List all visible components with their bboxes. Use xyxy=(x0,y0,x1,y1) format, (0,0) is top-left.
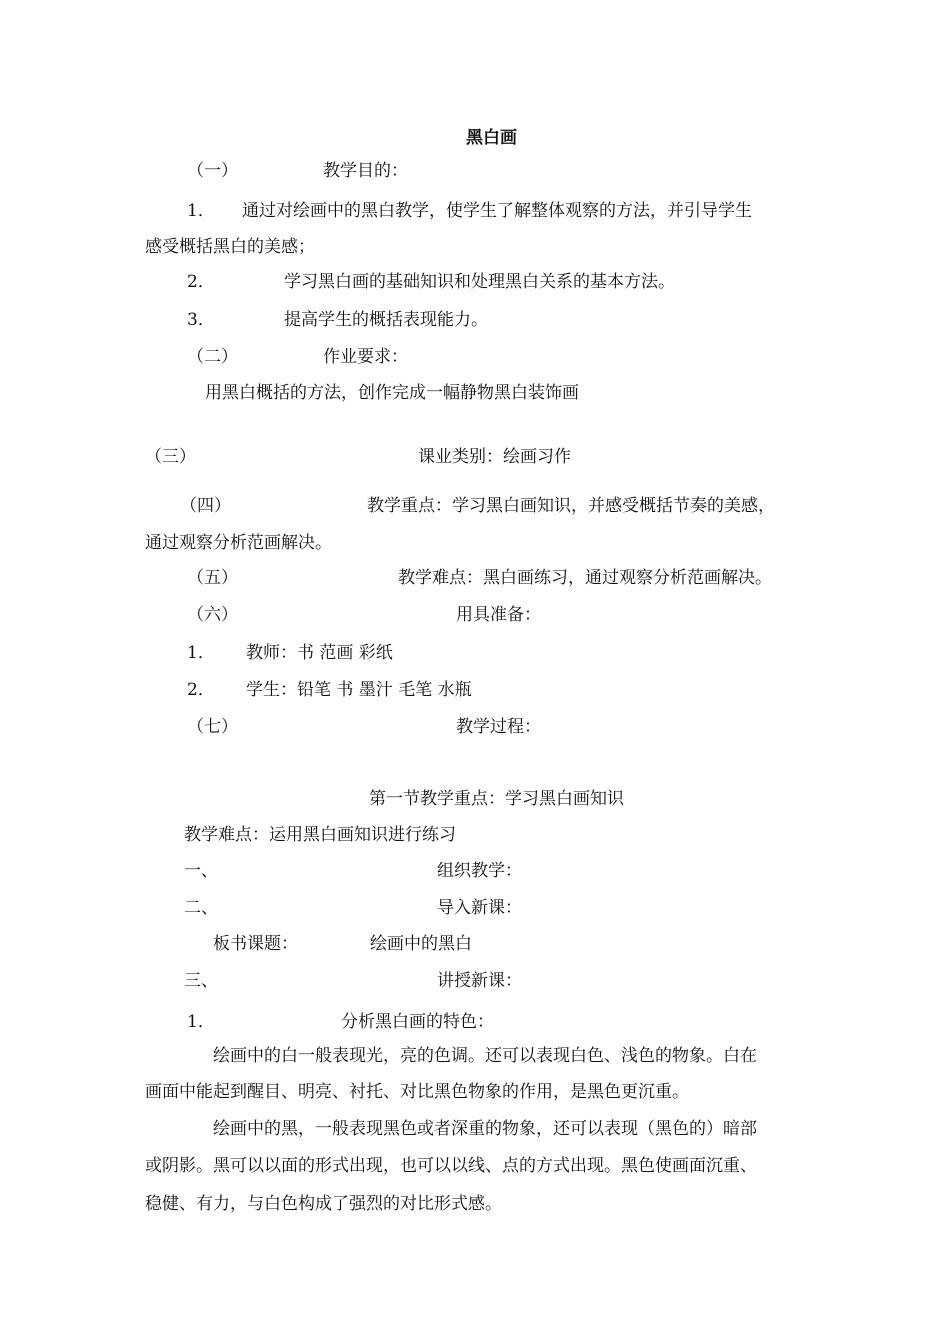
section-3-label: 课业类别：绘画习作 xyxy=(418,447,571,467)
section-7-label: 教学过程： xyxy=(456,717,541,737)
goal-1-number: 1． xyxy=(187,201,215,221)
section-3-number: （三） xyxy=(145,447,196,467)
section-6-number: （六） xyxy=(187,605,238,625)
paragraph-white-line-2: 画面中能起到醒目、明亮、衬托、对比黑色物象的作用，是黑色更沉重。 xyxy=(145,1082,689,1102)
section-6-label: 用具准备： xyxy=(456,605,541,625)
lesson-1-title: 第一节教学重点：学习黑白画知识 xyxy=(369,789,624,809)
analysis-1-text: 分析黑白画的特色： xyxy=(341,1012,494,1032)
step-1-number: 一、 xyxy=(184,861,218,881)
paragraph-black-line-2: 或阴影。黑可以以面的形式出现，也可以以线、点的方式出现。黑色使画面沉重、 xyxy=(145,1156,757,1176)
goal-3-text: 提高学生的概括表现能力。 xyxy=(284,310,488,330)
section-4-label: 教学重点：学习黑白画知识，并感受概括节奏的美感， xyxy=(367,496,775,516)
step-1-text: 组织教学： xyxy=(437,861,522,881)
tools-1-text: 教师：书 范画 彩纸 xyxy=(246,643,393,663)
section-5-number: （五） xyxy=(187,568,238,588)
section-4-text-cont: 通过观察分析范画解决。 xyxy=(145,533,332,553)
tools-2-number: 2． xyxy=(187,680,215,700)
paragraph-black-line-1: 绘画中的黑，一般表现黑色或者深重的物象，还可以表现（黑色的）暗部 xyxy=(213,1119,757,1139)
analysis-1-number: 1． xyxy=(187,1012,215,1032)
goal-2-number: 2． xyxy=(187,272,215,292)
board-title-label: 板书课题： xyxy=(213,934,298,954)
goal-1-text: 通过对绘画中的黑白教学，使学生了解整体观察的方法，并引导学生 xyxy=(242,201,752,221)
step-3-text: 讲授新课： xyxy=(437,971,522,991)
step-3-number: 三、 xyxy=(184,971,218,991)
goal-1-text-cont: 感受概括黑白的美感； xyxy=(145,237,315,257)
step-2-number: 二、 xyxy=(184,898,218,918)
goal-2-text: 学习黑白画的基础知识和处理黑白关系的基本方法。 xyxy=(284,272,675,292)
section-2-label: 作业要求： xyxy=(323,347,408,367)
section-5-label: 教学难点：黑白画练习，通过观察分析范画解决。 xyxy=(398,568,772,588)
section-4-number: （四） xyxy=(180,496,231,516)
section-7-number: （七） xyxy=(187,717,238,737)
section-2-number: （二） xyxy=(187,347,238,367)
paragraph-white-line-1: 绘画中的白一般表现光，亮的色调。还可以表现白色、浅色的物象。白在 xyxy=(213,1046,757,1066)
paragraph-black-line-3: 稳健、有力，与白色构成了强烈的对比形式感。 xyxy=(145,1194,502,1214)
tools-1-number: 1． xyxy=(187,643,215,663)
page-title: 黑白画 xyxy=(466,128,517,148)
board-title-text: 绘画中的黑白 xyxy=(370,934,472,954)
section-1-number: （一） xyxy=(187,161,238,181)
section-1-label: 教学目的： xyxy=(323,161,408,181)
goal-3-number: 3． xyxy=(187,310,215,330)
lesson-1-difficulty: 教学难点：运用黑白画知识进行练习 xyxy=(184,825,456,845)
tools-2-text: 学生：铅笔 书 墨汁 毛笔 水瓶 xyxy=(246,680,472,700)
step-2-text: 导入新课： xyxy=(437,898,522,918)
homework-text: 用黑白概括的方法，创作完成一幅静物黑白装饰画 xyxy=(205,383,579,403)
